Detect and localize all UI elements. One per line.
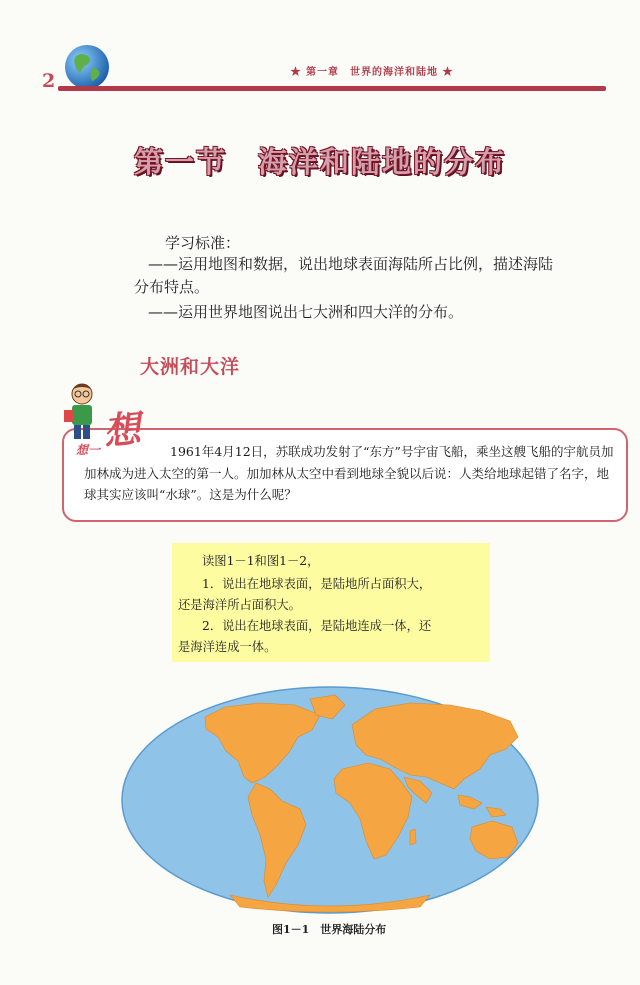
chapter-header: ★ 第一章 世界的海洋和陆地 ★ bbox=[290, 67, 454, 78]
world-map bbox=[120, 685, 540, 915]
reading-title: 读图1－1和图1－2， bbox=[202, 554, 320, 568]
subsection-title: 大洲和大洋 bbox=[140, 356, 241, 378]
think-label-small: 想一 bbox=[76, 443, 101, 457]
globe-icon bbox=[62, 42, 112, 92]
page-number: 2 bbox=[42, 70, 56, 92]
think-label-large: 想 bbox=[101, 406, 143, 454]
standard-item-1-cont: 分布特点。 bbox=[134, 278, 210, 296]
think-paragraph: 1961年4月12日，苏联成功发射了“东方”号宇宙飞船，乘坐这艘飞船的宇航员加加林成为进入太空的第一人。加加林从太空中看到地球全貌以后说：人类给地球起错了名字，地球其实应该叫“水球”。这是为什么呢？ bbox=[84, 444, 614, 502]
figure-caption: 图1－1 世界海陆分布 bbox=[272, 923, 387, 936]
section-title: 第一节 海洋和陆地的分布 bbox=[133, 145, 506, 179]
reading-question-1-cont: 还是海洋所占面积大。 bbox=[178, 598, 301, 612]
reading-question-2: 2．说出在地球表面，是陆地连成一体，还 bbox=[202, 619, 432, 633]
madagascar-land bbox=[410, 829, 416, 845]
student-figure-icon bbox=[56, 380, 108, 442]
header-rule bbox=[58, 86, 606, 91]
reading-question-1: 1．说出在地球表面，是陆地所占面积大， bbox=[202, 577, 432, 591]
standards-label: 学习标准： bbox=[165, 234, 241, 252]
standard-item-2: ——运用世界地图说出七大洲和四大洋的分布。 bbox=[148, 303, 464, 321]
reading-question-2-cont: 是海洋连成一体。 bbox=[178, 640, 277, 654]
standard-item-1: ——运用地图和数据，说出地球表面海陆所占比例，描述海陆 bbox=[148, 255, 554, 273]
